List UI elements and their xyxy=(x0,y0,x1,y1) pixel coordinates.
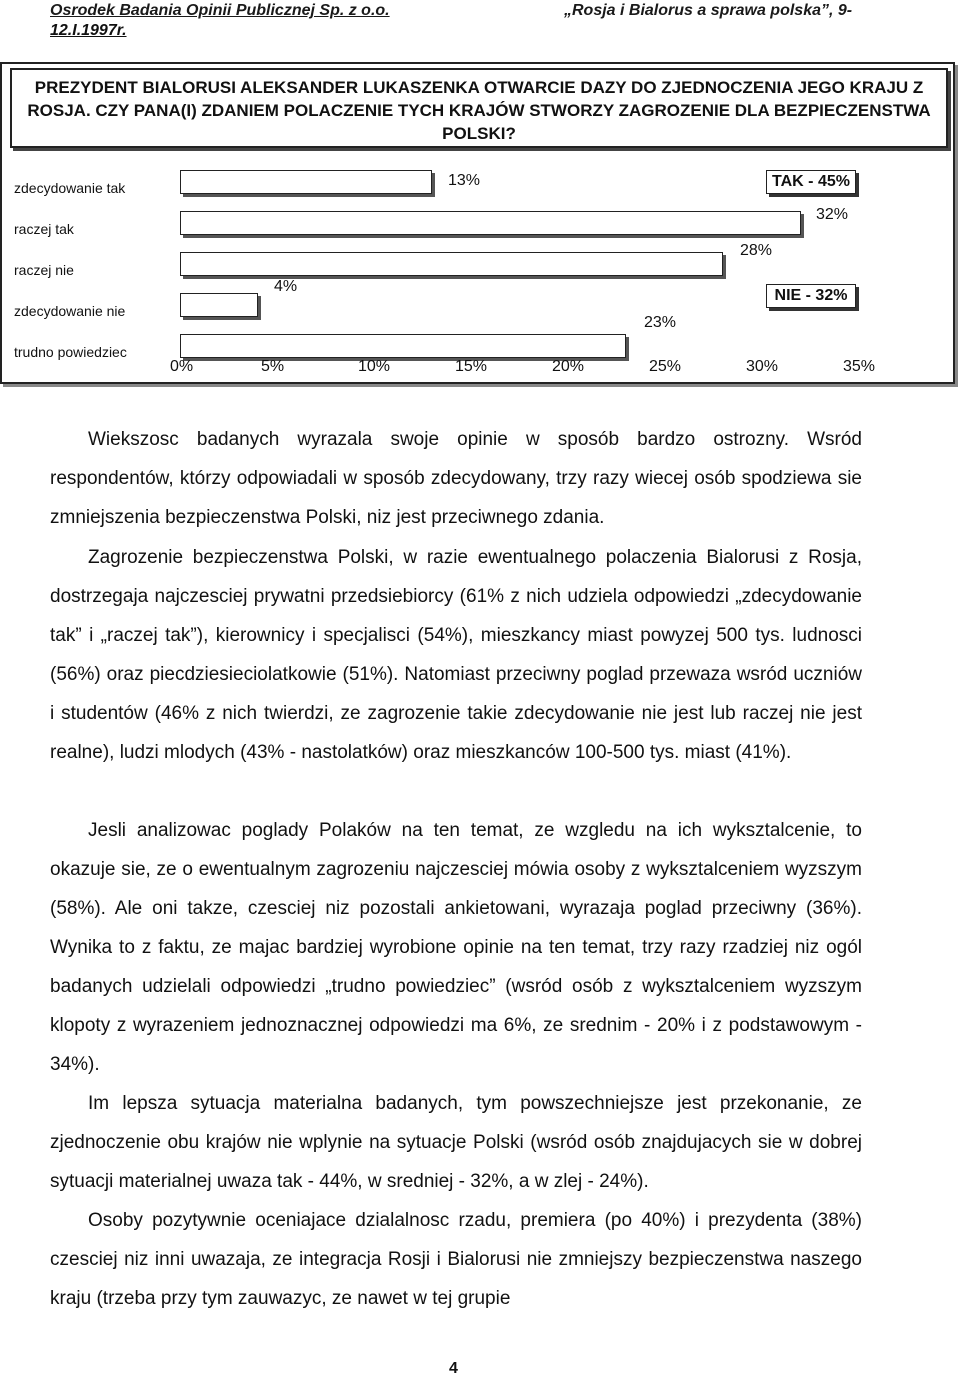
survey-chart xyxy=(0,62,955,384)
paragraph-4: Im lepsza sytuacja materialna badanych, tym powszechniejsze jest przekonanie, ze zjednoczenie obu krajów nie wplynie na sytuacje Polski (wsród osób znajdujacych sie w dobrej sytuacji materialnej uwaza tak - 44%, w sredniej - 32%, a w zlej - 24%). xyxy=(50,1093,862,1192)
category-label: raczej nie xyxy=(14,262,74,278)
category-label: zdecydowanie tak xyxy=(14,180,126,196)
yes-summary-box: TAK - 45% xyxy=(766,170,856,194)
paragraph-5: Osoby pozytywnie oceniajace dzialalnosc rzadu, premiera (po 40%) i prezydenta (38%) czesciej niz inni uwazaja, ze integracja Rosji i Bialorusi nie zmniejszy bezpieczenstwa naszego kraju (trzeba przy tym zauwazyc, ze nawet w tej grupie xyxy=(50,1210,862,1309)
x-tick-label: 0% xyxy=(170,358,194,375)
bar xyxy=(180,293,258,317)
header-institution: Osrodek Badania Opinii Publicznej Sp. z o.o. xyxy=(50,2,390,19)
bar xyxy=(180,170,432,194)
x-tick-label: 35% xyxy=(843,358,876,375)
document-header xyxy=(50,0,870,22)
chart-question-title: PREZYDENT BIALORUSI ALEKSANDER LUKASZENKA OTWARCIE DAZY DO ZJEDNOCZENIA JEGO KRAJU Z ROSJA. CZY PANA(I) ZDANIEM POLACZENIE TYCH KRAJÓW STWORZY ZAGROZENIE DLA BEZPIECZENSTWA POLSKI? xyxy=(10,68,948,148)
data-label: 23% xyxy=(644,314,677,331)
paragraph-2: Zagrozenie bezpieczenstwa Polski, w razie ewentualnego polaczenia Bialorusi z Rosja, dostrzegaja najczesciej prywatni przedsiebiorcy (61% z nich udziela odpowiedzi „zdecydowanie tak” i „raczej tak”), kierownicy i specjalisci (54%), mieszkancy miast powyzej 500 tys. ludnosci (56%) oraz piecdziesieciolatkowie (51%). Natomiast przeciwny poglad przewaza wsród uczniów i studentów (46% z nich twierdzi, ze zagrozenie takie zdecydowanie nie jest lub raczej nie jest realne), ludzi mlodych (43% - nastolatków) oraz mieszkanców 100-500 tys. miast (41%). xyxy=(50,547,862,763)
paragraph-1: Wiekszosc badanych wyrazala swoje opinie w sposób bardzo ostrozny. Wsród respondentów, którzy odpowiadali w sposób zdecydowany, trzy razy wiecej osób spodziewa sie zmniejszenia bezpieczenstwa Polski, niz jest przeciwnego zdania. xyxy=(50,429,862,528)
header-date: 12.I.1997r. xyxy=(50,22,127,39)
category-label: zdecydowanie nie xyxy=(14,303,126,319)
data-label: 28% xyxy=(740,242,773,259)
data-label: 4% xyxy=(274,278,298,295)
category-label: trudno powiedziec xyxy=(14,344,127,360)
paragraph-3: Jesli analizowac poglady Polaków na ten temat, ze wzgledu na ich wyksztalcenie, to okazuje sie, ze o ewentualnym zagrozeniu najczesciej mówia osoby z wyksztalceniem wyzszym (58%). Ale oni takze, czesciej niz pozostali ankietowani, wyrazaja poglad przeciwny (36%). Wynika to z faktu, ze majac bardziej wyrobione opinie na ten temat, trzy razy rzadziej niz ogól badanych udzielali odpowiedzi „trudno powiedziec” (wsród osób z wyksztalceniem wyzszym klopoty z wyrazeniem jednoznacznej odpowiedzi ma 6%, ze srednim - 20% i z podstawowym - 34%). xyxy=(50,820,862,1075)
x-tick-label: 25% xyxy=(649,358,682,375)
header-report-title: „Rosja i Bialorus a sprawa polska”, 9- xyxy=(564,2,853,19)
x-tick-label: 30% xyxy=(746,358,779,375)
bar xyxy=(180,252,723,276)
x-tick-label: 5% xyxy=(261,358,285,375)
data-label: 32% xyxy=(816,206,849,223)
data-label: 13% xyxy=(448,172,481,189)
x-tick-label: 15% xyxy=(455,358,488,375)
x-tick-label: 20% xyxy=(552,358,585,375)
x-tick-label: 10% xyxy=(358,358,391,375)
no-summary-box: NIE - 32% xyxy=(766,284,856,308)
category-label: raczej tak xyxy=(14,221,74,237)
bar xyxy=(180,334,626,358)
page-number: 4 xyxy=(449,1360,458,1377)
bar xyxy=(180,211,801,235)
